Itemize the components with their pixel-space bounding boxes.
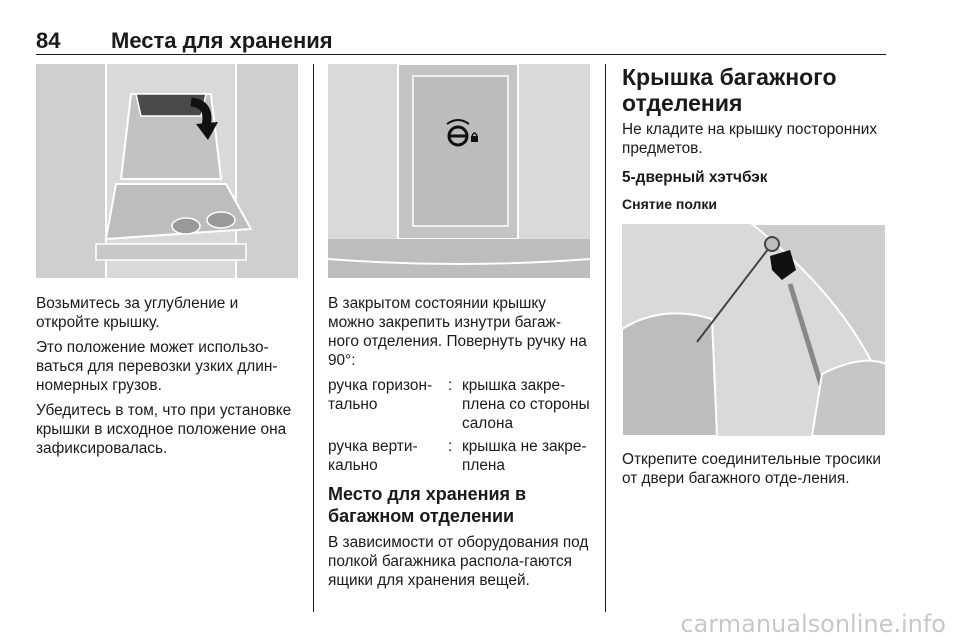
paragraph-lock-lid: В закрытом состоянии крышку можно закрепить изнутри багаж‐ного отделения. Повернуть ручку на 90°: (328, 295, 587, 369)
page-header (36, 28, 886, 52)
section-heading-trunk-storage: Место для хранения в багажном отделении (328, 484, 527, 526)
column-divider-2 (605, 64, 606, 612)
section-heading-trunk-cover: Крышка багажного отделения (622, 64, 837, 116)
page-title: Места для хранения (111, 28, 333, 53)
column-3 (622, 64, 886, 494)
definition-description: крышка не закре‐плена (462, 438, 587, 474)
armrest-storage-illustration (36, 64, 298, 278)
paragraph-check-latch: Убедитесь в том, что при установке крышки в исходное положение она зафиксировалась. (36, 402, 292, 457)
definition-description: крышка закре‐плена со стороны салона (462, 377, 590, 432)
paragraph-storage-boxes: В зависимости от оборудования под полкой багажника распола‐гаются ящики для хранения вещей. (328, 534, 589, 589)
handle-positions-list (328, 376, 590, 475)
paragraph-no-objects: Не кладите на крышку посторонних предметов. (622, 121, 878, 157)
paragraph-open-lid: Возьмитесь за углубление и откройте крышку. (36, 295, 239, 331)
definition-colon: : (448, 438, 453, 455)
definition-colon: : (448, 377, 453, 394)
page-number: 84 (36, 28, 61, 53)
definition-term: ручка горизон‐тально (328, 377, 433, 413)
paragraph-long-loads: Это положение может использо‐ваться для перевозки узких длин‐номерных грузов. (36, 339, 278, 394)
definition-term: ручка верти‐кально (328, 438, 418, 474)
column-2 (328, 64, 590, 596)
subheading-hatchback: 5-дверный хэтчбэк (622, 169, 768, 186)
list-item (328, 376, 590, 433)
header-rule (36, 54, 886, 55)
shelf-removal-illustration (622, 224, 886, 436)
list-item (328, 437, 590, 475)
paragraph-detach-cords: Открепите соединительные тросики от двери багажного отде‐ления. (622, 451, 881, 487)
subheading-remove-shelf: Снятие полки (622, 196, 718, 212)
column-divider-1 (313, 64, 314, 612)
column-1 (36, 64, 298, 464)
lid-lock-illustration (328, 64, 590, 278)
watermark: carmanualsonline.info (680, 610, 946, 638)
